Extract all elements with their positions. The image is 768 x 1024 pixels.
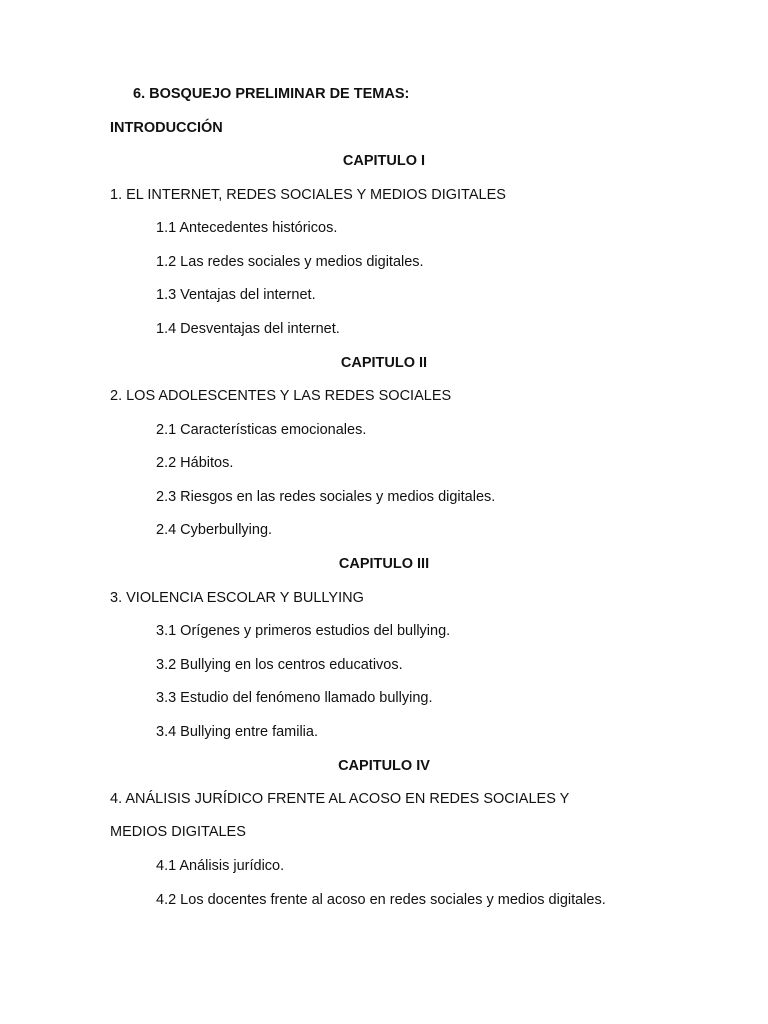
chapter-2-label: CAPITULO II bbox=[340, 355, 428, 371]
chapter-2-title: 2. LOS ADOLESCENTES Y LAS REDES SOCIALES bbox=[110, 388, 452, 404]
chapter-1-item: 1.2 Las redes sociales y medios digitales. bbox=[156, 254, 424, 270]
chapter-4-title-continued: MEDIOS DIGITALES bbox=[110, 824, 246, 840]
chapter-3-item: 3.4 Bullying entre familia. bbox=[156, 724, 318, 740]
chapter-1-item: 1.1 Antecedentes históricos. bbox=[156, 220, 338, 236]
chapter-2-item: 2.1 Características emocionales. bbox=[156, 422, 367, 438]
chapter-1-title: 1. EL INTERNET, REDES SOCIALES Y MEDIOS DIGITALES bbox=[110, 187, 506, 203]
chapter-3-title: 3. VIOLENCIA ESCOLAR Y BULLYING bbox=[110, 590, 364, 606]
chapter-4-item: 4.1 Análisis jurídico. bbox=[156, 858, 285, 874]
chapter-4-title: 4. ANÁLISIS JURÍDICO FRENTE AL ACOSO EN REDES SOCIALES Y bbox=[110, 791, 570, 807]
chapter-1-item: 1.4 Desventajas del internet. bbox=[156, 321, 340, 337]
chapter-2-item: 2.3 Riesgos en las redes sociales y medios digitales. bbox=[156, 489, 496, 505]
chapter-2-item: 2.2 Hábitos. bbox=[156, 455, 234, 471]
chapter-4-item: 4.2 Los docentes frente al acoso en redes sociales y medios digitales. bbox=[156, 892, 606, 908]
section-heading: 6. BOSQUEJO PRELIMINAR DE TEMAS: bbox=[133, 86, 410, 102]
chapter-3-item: 3.3 Estudio del fenómeno llamado bullying. bbox=[156, 690, 433, 706]
chapter-3-item: 3.2 Bullying en los centros educativos. bbox=[156, 657, 403, 673]
chapter-1-label: CAPITULO I bbox=[342, 153, 426, 169]
chapter-4-label: CAPITULO IV bbox=[338, 758, 430, 774]
introduction-heading: INTRODUCCIÓN bbox=[110, 120, 223, 136]
chapter-3-item: 3.1 Orígenes y primeros estudios del bullying. bbox=[156, 623, 451, 639]
chapter-3-label: CAPITULO III bbox=[338, 556, 430, 572]
chapter-2-item: 2.4 Cyberbullying. bbox=[156, 522, 273, 538]
chapter-1-item: 1.3 Ventajas del internet. bbox=[156, 287, 316, 303]
